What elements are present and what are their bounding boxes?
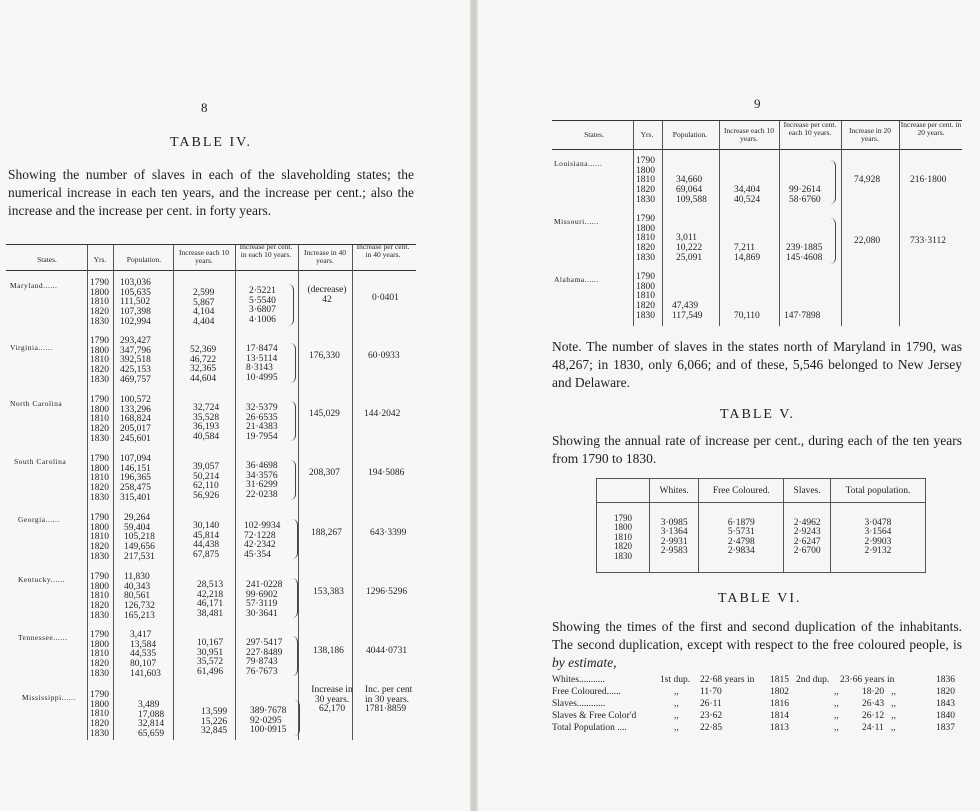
header-states: States. xyxy=(584,130,604,139)
state-name: Maryland...... xyxy=(10,281,58,290)
percent-40-value: 1296·5296 xyxy=(366,587,408,597)
header-population: Population. xyxy=(672,130,708,139)
increase-40-value: 153,383 xyxy=(313,587,344,597)
table5-header-slaves: Slaves. xyxy=(784,479,831,503)
table5-whites: 3·0985 3·1364 2·9931 2·9583 xyxy=(650,503,699,573)
state-name: South Carolina xyxy=(14,457,67,466)
percent-column: 147·7898 xyxy=(784,310,821,321)
table5-header-whites: Whites. xyxy=(650,479,699,503)
percent-40-value: 60·0933 xyxy=(368,351,400,361)
table5-years: 1790 1800 1810 1820 1830 xyxy=(597,503,650,573)
years-column: 1790 1800 1810 1820 1830 xyxy=(636,214,655,263)
table5-header-total: Total population. xyxy=(830,479,925,503)
population-column: 34,660 69,064 109,588 xyxy=(676,175,707,205)
percent-40-value: 0·0401 xyxy=(372,293,399,303)
left-page xyxy=(0,0,470,811)
increase-column: 30,140 45,814 44,438 67,875 xyxy=(193,521,220,561)
years-column: 1790 1800 1810 1820 1830 xyxy=(90,630,109,679)
percent-40-value: 643·3399 xyxy=(370,528,407,538)
page-number: 9 xyxy=(754,96,761,111)
years-column: 1790 1800 1810 1820 1830 xyxy=(90,572,109,621)
header-percent-20: Increase per cent. in 20 years. xyxy=(900,120,962,137)
right-page: 9 States. Yrs. Population. Increase each 10 years. Increase per cent. each 10 years. Increase in 20 years. Increase per cent. in 20 years. Louisiana...... 1790 1800 1810 1820 1830 34,660 69,064 109,588 34,404 40,524 99·2614 58·6760 74,928 216·1800 Missouri...... 1790 1800 1810 1820 1830 3,011 10,222 25,091 7,211 14,869 239·1885 145·4608 22,080 733·3112 Alabama...... 1790 1800 1810 1820 1830 47,439 117,549 70,110 147·7898 Note. The number of slaves in the states north of Maryland in 1790, was 48,267; in 1830, only 6,066; and of these, 5,546 belonged to New Jersey and Delaware. TABLE V. Showing the annual rate of increase per cent., during each of the ten years from 1790 to 1830. Whites. Free Coloured. Slaves. Total population. 1790 1800 1810 1820 1830 3·0985 3·1364 2·9931 2·9583 6·1879 5·5731 2·4798 2·9834 2·4962 2·9243 2·6247 2·6700 3·0478 3·1564 2·9903 2·9132 TABLE VI. Showing the times of the first and second duplication of the inhabitants. The second duplication, except with respect to the free coloured people, is by estimate, Whites........... 1st dup. 22·68 years in 1815 2nd dup. 23·66 years in 1836 Free Coloured...... ,, 11·70 1802 ,, 18·20 ,, 1820 Slaves............ ,, 26·11 1816 ,, 26·43 ,, 1843 Slaves & Free Color'd ,, 23·62 1814 ,, 26·12 ,, 1840 Total Population .... ,, 22·85 1813 ,, 24·11 ,, 1837 xyxy=(478,0,980,811)
increase-40-value: 208,307 xyxy=(309,468,340,478)
state-name: Louisiana...... xyxy=(554,159,603,168)
header-percent-10: Increase per cent. in each 10 years. xyxy=(239,242,293,259)
increase-40-value: 176,330 xyxy=(309,351,340,361)
increase-40-value: 138,186 xyxy=(313,646,344,656)
table5-caption: Showing the annual rate of increase per cent., during each of the ten years from 1790 to 1830. xyxy=(552,433,962,466)
state-name: Alabama...... xyxy=(554,275,599,284)
table5-free-coloured: 6·1879 5·5731 2·4798 2·9834 xyxy=(699,503,784,573)
page-number: 8 xyxy=(201,100,208,115)
percent-column: 241·0228 99·6902 57·3119 30·3641 xyxy=(246,580,283,620)
increase-20-value: 74,928 xyxy=(854,175,881,185)
years-column: 1790 1800 1810 1820 1830 xyxy=(90,278,109,327)
header-increase-10: Increase each 10 years. xyxy=(179,248,229,265)
percent-column: 32·5379 26·6535 21·4383 19·7954 xyxy=(246,403,278,443)
percent-40-value: 144·2042 xyxy=(364,409,401,419)
book-gutter xyxy=(470,0,478,811)
table5 xyxy=(596,478,926,573)
table5-title: TABLE V. xyxy=(720,407,796,422)
percent-column: 102·9934 72·1228 42·2342 45·354 xyxy=(244,521,281,561)
table5-slaves: 2·4962 2·9243 2·6247 2·6700 xyxy=(784,503,831,573)
increase-30-value: Increase in 30 years. 62,170 xyxy=(311,685,353,715)
header-years: Yrs. xyxy=(640,130,654,139)
population-column: 3,011 10,222 25,091 xyxy=(676,233,703,263)
header-percent-40: Increase per cent. in 40 years. xyxy=(356,242,410,259)
increase-column: 32,724 35,528 36,193 40,584 xyxy=(193,403,220,443)
table-caption: Showing the number of slaves in each of the slaveholding states; the numerical increase in each ten years, and the increase per cent.; also the increase and the increase per cent. in forty years. xyxy=(8,167,414,218)
population-column: 107,094 146,151 196,365 258,475 315,401 xyxy=(120,454,151,503)
header-states: States. xyxy=(37,255,57,264)
population-column: 3,489 17,088 32,814 65,659 xyxy=(138,700,165,740)
header-population: Population. xyxy=(126,255,162,264)
population-column: 29,264 59,404 105,218 149,656 217,531 xyxy=(124,513,155,562)
state-name: Virginia...... xyxy=(10,343,53,352)
state-name: Georgia...... xyxy=(18,515,60,524)
header-years: Yrs. xyxy=(93,255,107,264)
table6-caption: Showing the times of the first and second duplication of the inhabitants. The second duplication, except with respect to the free coloured people, is by estimate, xyxy=(552,619,962,670)
percent-column: 99·2614 58·6760 xyxy=(789,185,821,205)
increase-40-value: (decrease) 42 xyxy=(307,285,347,305)
table5-header-free-coloured: Free Coloured. xyxy=(699,479,784,503)
percent-column: 297·5417 227·8489 79·8743 76·7673 xyxy=(246,638,283,678)
increase-column: 13,599 15,226 32,845 xyxy=(201,707,228,737)
percent-column: 17·8474 13·5114 8·3143 10·4995 xyxy=(246,344,278,384)
percent-30-value: Inc. per cent in 30 years. 1781·8859 xyxy=(365,685,413,715)
increase-40-value: 145,029 xyxy=(309,409,340,419)
increase-column: 10,167 30,951 35,572 61,496 xyxy=(197,638,224,678)
percent-column: 2·5221 5·5540 3·6807 4·1006 xyxy=(249,286,276,326)
increase-40-value: 188,267 xyxy=(311,528,342,538)
header-percent-10: Increase per cent. each 10 years. xyxy=(783,120,837,137)
percent-column: 389·7678 92·0295 100·0915 xyxy=(250,706,287,736)
header-increase-20: Increase in 20 years. xyxy=(848,126,892,143)
percent-40-value: 4044·0731 xyxy=(366,646,408,656)
population-column: 47,439 117,549 xyxy=(672,301,703,321)
increase-column: 52,369 46,722 32,365 44,604 xyxy=(190,345,217,385)
years-column: 1790 1800 1810 1820 1830 xyxy=(90,513,109,562)
years-column: 1790 1800 1810 1820 1830 xyxy=(90,454,109,503)
header-increase-10: Increase each 10 years. xyxy=(724,126,774,143)
years-column: 1790 1800 1810 1820 1830 xyxy=(90,336,109,385)
years-column: 1790 1800 1810 1820 1830 xyxy=(636,156,655,205)
population-column: 100,572 133,296 168,824 205,017 245,601 xyxy=(120,395,151,444)
table5-total: 3·0478 3·1564 2·9903 2·9132 xyxy=(830,503,925,573)
state-name: Kentucky...... xyxy=(18,575,65,584)
percent-20-value: 216·1800 xyxy=(910,175,947,185)
state-name: Mississippi...... xyxy=(22,693,76,702)
years-column: 1790 1800 1810 1820 1830 xyxy=(90,395,109,444)
percent-column: 239·1885 145·4608 xyxy=(786,243,823,263)
increase-column: 34,404 40,524 xyxy=(734,185,761,205)
population-column: 3,417 13,584 44,535 80,107 141,603 xyxy=(130,630,161,679)
state-name: Tennessee...... xyxy=(18,633,68,642)
note-paragraph: Note. The number of slaves in the states north of Maryland in 1790, was 48,267; in 1830, only 6,066; and of these, 5,546 belonged to New Jersey and Delaware. xyxy=(552,339,962,390)
increase-column: 39,057 50,214 62,110 56,926 xyxy=(193,462,220,502)
increase-20-value: 22,080 xyxy=(854,236,881,246)
increase-column: 70,110 xyxy=(734,310,760,321)
table-title: TABLE IV. xyxy=(170,135,252,150)
header-increase-40: Increase in 40 years. xyxy=(303,248,347,265)
population-column: 11,830 40,343 80,561 126,732 165,213 xyxy=(124,572,155,621)
percent-column: 36·4698 34·3576 31·6299 22·0238 xyxy=(246,461,278,501)
years-column: 1790 1800 1810 1820 1830 xyxy=(636,272,655,321)
years-column: 1790 1800 1810 1820 1830 xyxy=(90,690,109,739)
percent-20-value: 733·3112 xyxy=(910,236,947,246)
percent-40-value: 194·5086 xyxy=(368,468,405,478)
increase-column: 2,599 5,867 4,104 4,404 xyxy=(193,288,215,328)
increase-column: 7,211 14,869 xyxy=(734,243,761,263)
table6-title: TABLE VI. xyxy=(718,591,802,606)
state-name: North Carolina xyxy=(10,399,63,408)
state-name: Missouri...... xyxy=(554,217,599,226)
population-column: 293,427 347,796 392,518 425,153 469,757 xyxy=(120,336,151,385)
population-column: 103,036 105,635 111,502 107,398 102,994 xyxy=(120,278,151,327)
increase-column: 28,513 42,218 46,171 38,481 xyxy=(197,580,224,620)
